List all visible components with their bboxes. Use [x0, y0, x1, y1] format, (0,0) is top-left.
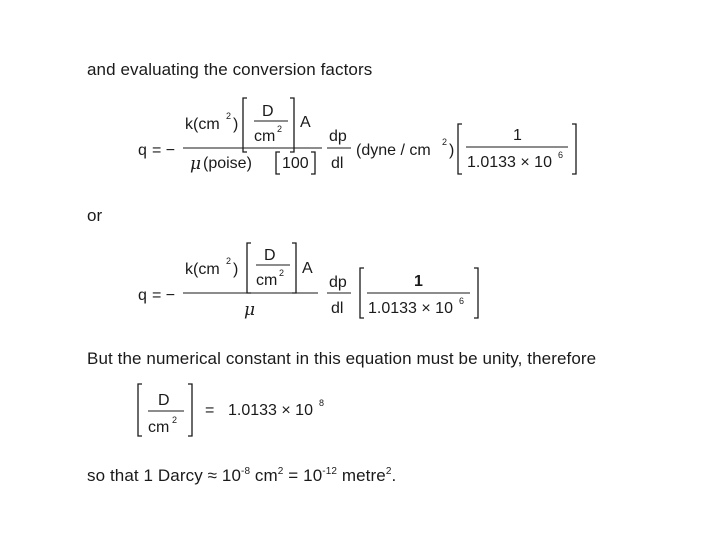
- eq2-dl: dl: [331, 300, 344, 317]
- final-period: .: [391, 466, 397, 485]
- eq3-D: D: [158, 392, 170, 409]
- eq1-k: k(cm: [185, 116, 220, 133]
- eq1-dl: dl: [331, 155, 344, 172]
- eq2-cm: cm: [256, 272, 278, 289]
- eq1-D: D: [262, 103, 274, 120]
- eq2-right-bracket-2: [474, 268, 478, 318]
- final-exponent-1: -8: [241, 466, 251, 477]
- eq1-k-close: ): [233, 116, 239, 133]
- eq2-left-bracket-2: [360, 268, 364, 318]
- eq1-hundred: 100: [282, 155, 309, 172]
- eq1-dyne-square: 2: [442, 137, 448, 147]
- eq1-left-bracket-2: [276, 152, 280, 174]
- eq3-factor: 1.0133 × 10: [228, 402, 313, 419]
- eq1-mu: μ: [190, 154, 202, 174]
- equation-2: [138, 243, 478, 320]
- eq1-dyne-close: ): [449, 142, 455, 159]
- eq3-left-bracket: [138, 384, 142, 436]
- eq3-cm: cm: [148, 419, 170, 436]
- eq3-right-bracket: [188, 384, 192, 436]
- eq1-right-bracket-2: [311, 152, 315, 174]
- eq2-equals-minus: = −: [152, 287, 176, 304]
- or-text: or: [87, 206, 103, 225]
- eq2-right-bracket-1: [292, 243, 296, 293]
- eq2-cm-square: 2: [279, 268, 285, 278]
- final-metre: metre: [337, 466, 386, 485]
- eq2-left-bracket-1: [247, 243, 251, 293]
- eq2-one: 1: [414, 273, 423, 290]
- eq1-factor: 1.0133 × 10: [467, 154, 552, 171]
- equation-1: [138, 98, 576, 174]
- eq2-A: A: [302, 260, 313, 277]
- eq1-A: A: [300, 114, 311, 131]
- eq1-factor-exponent: 6: [558, 150, 564, 160]
- eq2-k-close: ): [233, 261, 239, 278]
- eq1-left-bracket-1: [243, 98, 247, 152]
- eq1-one: 1: [513, 127, 522, 144]
- eq2-mu: μ: [244, 300, 256, 320]
- eq1-q: q: [138, 142, 147, 159]
- eq1-cm: cm: [254, 128, 276, 145]
- eq1-dp: dp: [329, 128, 347, 145]
- equation-3: [138, 384, 324, 436]
- eq3-cm-square: 2: [172, 415, 178, 425]
- eq1-right-bracket-1: [290, 98, 294, 152]
- final-equals: = 10: [283, 466, 323, 485]
- eq2-factor-exponent: 6: [459, 296, 465, 306]
- eq1-left-bracket-3: [458, 124, 462, 174]
- eq2-dp: dp: [329, 274, 347, 291]
- eq1-poise: (poise): [203, 155, 252, 172]
- eq1-right-bracket-3: [572, 124, 576, 174]
- eq2-factor: 1.0133 × 10: [368, 300, 453, 317]
- final-exponent-2: -12: [322, 466, 338, 477]
- final-square-1: 2: [277, 466, 284, 477]
- eq3-factor-exponent: 8: [319, 398, 325, 408]
- eq2-k: k(cm: [185, 261, 220, 278]
- intro-text: and evaluating the conversion factors: [87, 60, 373, 79]
- eq2-q: q: [138, 287, 147, 304]
- final-cm: cm: [250, 466, 278, 485]
- eq3-equals: =: [205, 402, 215, 419]
- eq2-D: D: [264, 247, 276, 264]
- eq1-k-square: 2: [226, 111, 232, 121]
- final-square-2: 2: [385, 466, 392, 477]
- conclusion-text: But the numerical constant in this equation must be unity, therefore: [87, 349, 597, 368]
- eq1-dyne: (dyne / cm: [356, 142, 431, 159]
- eq1-equals-minus: = −: [152, 142, 176, 159]
- eq2-k-square: 2: [226, 256, 232, 266]
- eq1-cm-square: 2: [277, 124, 283, 134]
- final-prefix: so that 1 Darcy ≈ 10: [87, 466, 242, 485]
